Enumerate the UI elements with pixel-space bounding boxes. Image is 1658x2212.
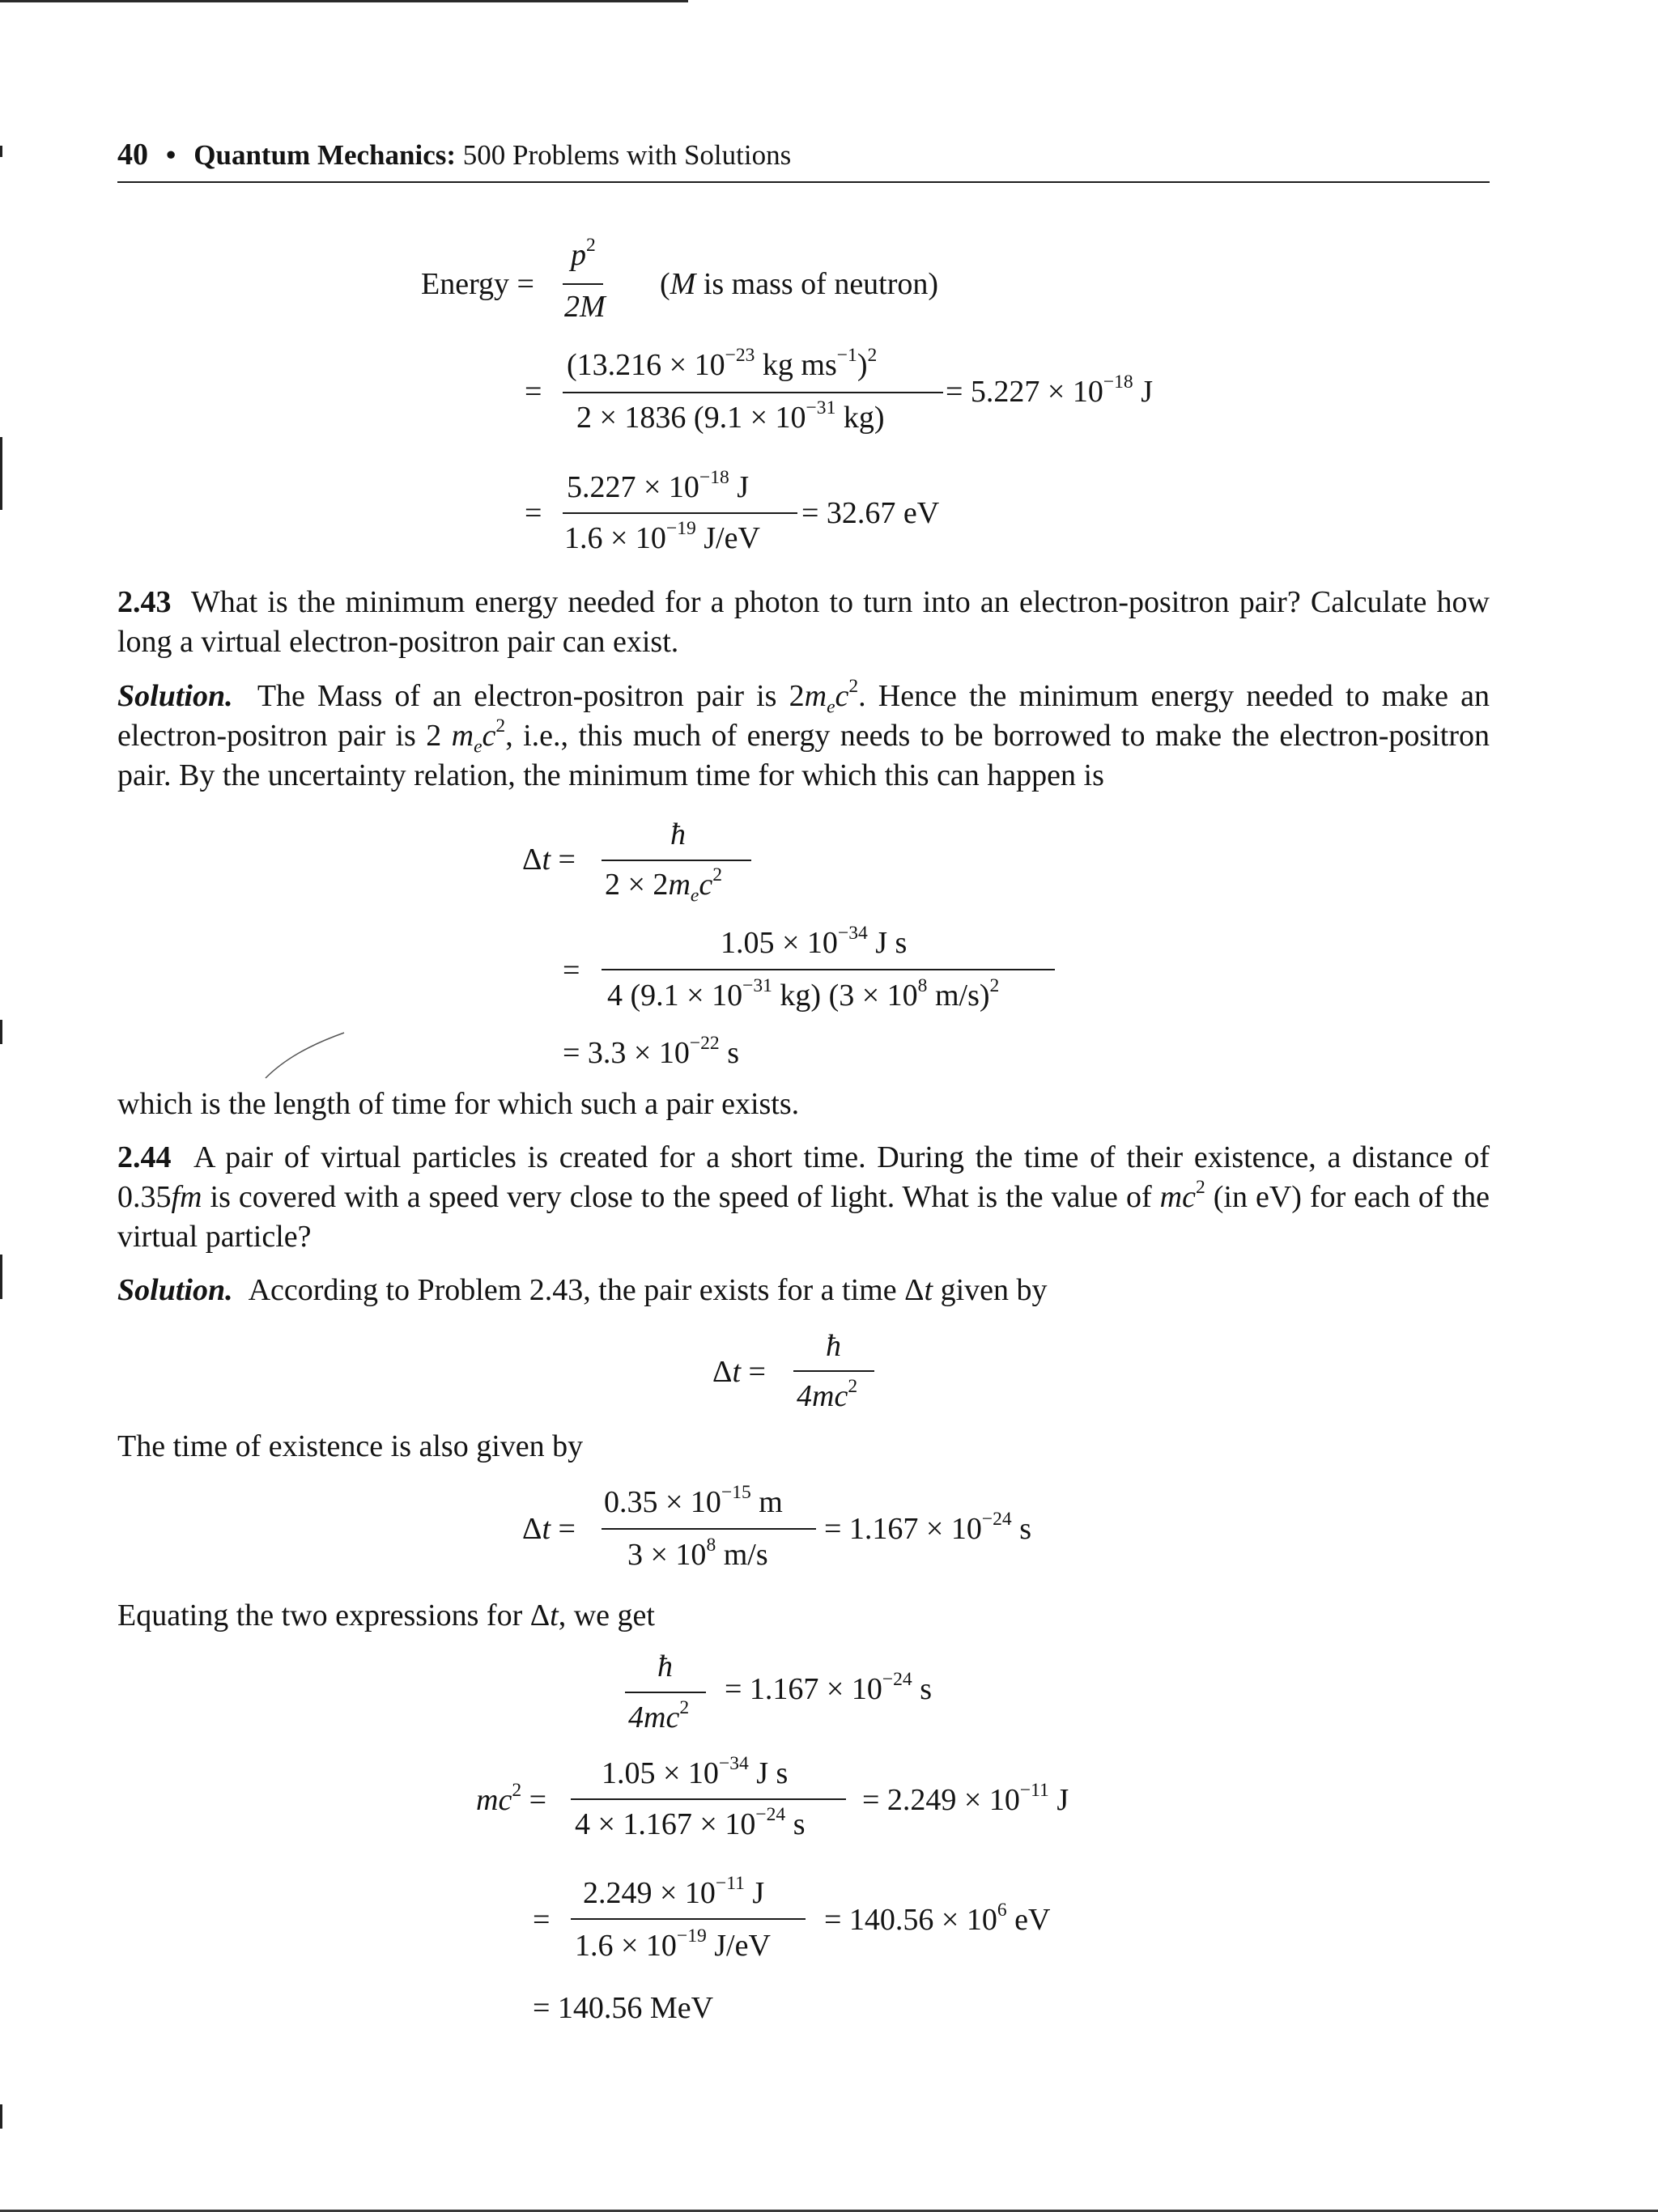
mc2-ev-result: = $140.56 \times 10^6$ eV bbox=[824, 1899, 1051, 1937]
energy-line3-result: = 32.67 eV bbox=[801, 496, 940, 530]
scan-edge-top bbox=[0, 0, 688, 2]
uncertainty-denominator-numeric: 4 ($9.1 \times 10^{-31}$ kg) ($3 \times 10^8$ m/s)$^2$ bbox=[607, 974, 1000, 1013]
problem-2-43-statement: 2.43 What is the minimum energy needed for a photon to turn into an electron-positron pair? Calculate how long a virtual electron-positron pair can exist. bbox=[117, 585, 1490, 659]
energy-line2-result: = $5.227 \times 10^{-18}$ J bbox=[946, 371, 1153, 409]
scan-mark bbox=[0, 1020, 2, 1044]
uncertainty-numerator: $1.05 \times 10^{-34}$ J s bbox=[721, 922, 908, 960]
book-title: Quantum Mechanics: bbox=[193, 139, 457, 171]
energy-lhs: Energy = bbox=[421, 267, 534, 301]
delta-t-lhs: Δt = bbox=[712, 1355, 766, 1389]
solution-label: Solution. bbox=[117, 679, 233, 713]
mc2-denominator: $4 \times 1.167 \times 10^{-24}$ s bbox=[575, 1803, 806, 1841]
equating-denominator: $4mc^2$ bbox=[628, 1696, 690, 1734]
uncertainty-result: = $3.3 \times 10^{-22}$ s bbox=[563, 1032, 739, 1070]
mc2-ev-numerator: $2.249 \times 10^{-11}$ J bbox=[583, 1872, 765, 1910]
fraction-bar bbox=[563, 283, 603, 285]
final-answer: = 140.56 MeV bbox=[533, 1991, 714, 2025]
page-number: 40 bbox=[117, 138, 148, 172]
hbar-symbol: ħ bbox=[657, 1649, 673, 1683]
fraction-bar bbox=[602, 860, 751, 861]
mc2-lhs: $mc^2$ = bbox=[476, 1779, 547, 1817]
hbar-symbol: ħ bbox=[670, 817, 686, 851]
equals-sign: = bbox=[563, 953, 580, 987]
time-also-text: The time of existence is also given by bbox=[117, 1429, 584, 1463]
problem-2-43-solution: Solution. The Mass of an electron-positron pair is $2m_ec^2$. Hence the minimum energy needed to make an electron-positron pair is 2 $m_ec^2$, i.e., this much of energy needs to be borrowed to make the electron-positron pair. By the uncertainty relation, the minimum time for which this can happen is bbox=[117, 675, 1490, 792]
pencil-mark bbox=[259, 1028, 356, 1085]
mc2-numerator: $1.05 \times 10^{-34}$ J s bbox=[602, 1752, 789, 1790]
energy-line3-denominator: $1.6 \times 10^{-19}$ J/eV bbox=[564, 517, 760, 555]
equating-text: Equating the two expressions for Δt, we get bbox=[117, 1598, 655, 1632]
fraction-bar bbox=[571, 1918, 806, 1920]
fraction-bar bbox=[563, 392, 943, 393]
fraction-bar bbox=[602, 969, 1055, 970]
problem-number: 2.43 bbox=[117, 585, 172, 619]
mc2-joules-result: = $2.249 \times 10^{-11}$ J bbox=[862, 1779, 1069, 1817]
problem-2-44-statement: 2.44 A pair of virtual particles is created for a short time. During the time of their existence, a distance of 0.35fm is covered with a speed very close to the speed of light. What is the value of $mc^2$ (in eV) for each of the virtual particle? bbox=[117, 1140, 1490, 1254]
problem-2-43-closing: which is the length of time for which such a pair exists. bbox=[117, 1087, 800, 1121]
hbar-symbol: ħ bbox=[826, 1329, 841, 1363]
energy-line2-numerator: ($13.216 \times 10^{-23}$ kg $ms^{-1})^2$ bbox=[567, 344, 878, 382]
scan-mark bbox=[0, 1255, 2, 1299]
delta-t-lhs: Δt = bbox=[522, 843, 576, 877]
mc2-ev-denominator: $1.6 \times 10^{-19}$ J/eV bbox=[575, 1925, 771, 1963]
equals-sign: = bbox=[533, 1903, 551, 1937]
fraction-bar bbox=[563, 512, 797, 514]
energy-numerator: $p^2$ bbox=[571, 234, 596, 272]
equals-sign: = bbox=[525, 496, 542, 530]
fraction-bar bbox=[625, 1692, 706, 1693]
energy-denominator: 2M bbox=[564, 290, 606, 324]
distance-numerator: $0.35 \times 10^{-15}$ m bbox=[604, 1481, 783, 1519]
energy-line2-denominator: 2 × 1836 ($9.1 \times 10^{-31}$ kg) bbox=[576, 397, 885, 435]
equating-result: = $1.167 \times 10^{-24}$ s bbox=[725, 1668, 932, 1706]
fraction-bar bbox=[571, 1798, 846, 1800]
neutron-note: (M is mass of neutron) bbox=[660, 267, 939, 301]
problem-number: 2.44 bbox=[117, 1140, 172, 1174]
uncertainty-denominator: $2 \times 2m_ec^2$ bbox=[605, 864, 722, 906]
solution-label: Solution. bbox=[117, 1273, 233, 1307]
fraction-bar bbox=[602, 1528, 816, 1530]
fraction-bar bbox=[793, 1370, 874, 1372]
speed-denominator: $3 \times 10^8$ m/s bbox=[627, 1534, 768, 1572]
scan-mark bbox=[0, 2104, 2, 2129]
problem-2-44-solution: Solution. According to Problem 2.43, the pair exists for a time Δt given by bbox=[117, 1273, 1048, 1307]
distance-time-result: = $1.167 \times 10^{-24}$ s bbox=[824, 1508, 1031, 1546]
book-subtitle: 500 Problems with Solutions bbox=[462, 139, 792, 171]
header-rule bbox=[117, 181, 1490, 183]
delta-t-lhs: Δt = bbox=[522, 1512, 576, 1546]
bullet-separator: • bbox=[166, 139, 176, 171]
scan-mark bbox=[0, 437, 2, 510]
equals-sign: = bbox=[525, 375, 542, 409]
time-formula-denominator: $4mc^2$ bbox=[797, 1375, 858, 1413]
running-header bbox=[117, 139, 1490, 181]
energy-line3-numerator: $5.227 \times 10^{-18}$ J bbox=[567, 466, 750, 504]
scan-mark bbox=[0, 146, 2, 157]
